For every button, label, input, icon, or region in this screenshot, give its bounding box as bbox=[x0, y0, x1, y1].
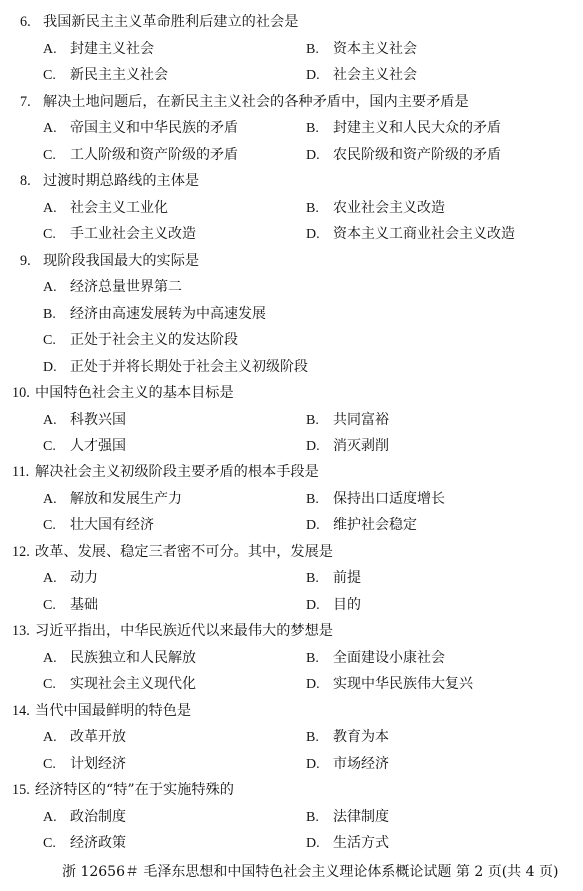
option-letter: D. bbox=[43, 360, 57, 375]
option-d bbox=[306, 143, 501, 167]
option-text: 实现中华民族伟大复兴 bbox=[333, 676, 473, 692]
option-c bbox=[43, 513, 154, 537]
question-stem bbox=[12, 540, 333, 564]
question-number: 6. bbox=[20, 14, 31, 30]
option-b bbox=[306, 805, 389, 829]
option-letter: D. bbox=[306, 677, 320, 692]
option-text: 工人阶级和资产阶级的矛盾 bbox=[70, 147, 238, 163]
option-c bbox=[43, 222, 196, 246]
option-text: 经济总量世界第二 bbox=[70, 279, 182, 295]
option-letter: C. bbox=[43, 757, 56, 772]
option-letter: D. bbox=[306, 757, 320, 772]
option-letter: C. bbox=[43, 677, 56, 692]
question-text: 过渡时期总路线的主体是 bbox=[43, 173, 200, 189]
option-text: 封建主义社会 bbox=[70, 41, 154, 57]
option-d bbox=[306, 513, 417, 537]
question-number: 8. bbox=[20, 173, 31, 189]
option-text: 实现社会主义现代化 bbox=[70, 676, 196, 692]
option-b bbox=[306, 646, 445, 670]
option-text: 共同富裕 bbox=[333, 412, 389, 428]
option-d bbox=[306, 752, 389, 776]
question-stem bbox=[12, 460, 319, 484]
option-c bbox=[43, 328, 238, 352]
option-letter: C. bbox=[43, 439, 56, 454]
option-b bbox=[306, 116, 501, 140]
option-text: 封建主义和人民大众的矛盾 bbox=[333, 120, 501, 136]
option-letter: C. bbox=[43, 598, 56, 613]
option-letter: D. bbox=[306, 68, 320, 83]
option-letter: B. bbox=[306, 571, 319, 586]
option-a bbox=[43, 408, 126, 432]
option-a bbox=[43, 646, 196, 670]
option-letter: D. bbox=[306, 227, 320, 242]
option-letter: A. bbox=[43, 651, 57, 666]
option-c bbox=[43, 672, 196, 696]
option-text: 经济由高速发展转为中高速发展 bbox=[70, 306, 266, 322]
option-text: 全面建设小康社会 bbox=[333, 650, 445, 666]
option-text: 前提 bbox=[333, 570, 361, 586]
option-b bbox=[306, 725, 389, 749]
option-letter: A. bbox=[43, 571, 57, 586]
option-b bbox=[43, 302, 266, 326]
option-letter: D. bbox=[306, 518, 320, 533]
option-letter: A. bbox=[43, 413, 57, 428]
option-letter: C. bbox=[43, 518, 56, 533]
option-a bbox=[43, 196, 168, 220]
question-text: 经济特区的“特”在于实施特殊的 bbox=[35, 782, 234, 798]
option-letter: B. bbox=[306, 492, 319, 507]
question-number: 13. bbox=[12, 623, 30, 639]
option-text: 计划经济 bbox=[70, 756, 126, 772]
question-stem bbox=[12, 699, 191, 723]
option-letter: D. bbox=[306, 836, 320, 851]
option-text: 经济政策 bbox=[70, 835, 126, 851]
option-text: 壮大国有经济 bbox=[70, 517, 154, 533]
question-number: 9. bbox=[20, 253, 31, 269]
question-stem bbox=[20, 90, 469, 114]
option-d bbox=[306, 831, 389, 855]
option-text: 保持出口适度增长 bbox=[333, 491, 445, 507]
option-a bbox=[43, 275, 182, 299]
option-letter: B. bbox=[306, 413, 319, 428]
option-letter: B. bbox=[306, 121, 319, 136]
option-letter: B. bbox=[306, 810, 319, 825]
option-c bbox=[43, 63, 168, 87]
option-c bbox=[43, 752, 126, 776]
question-text: 当代中国最鲜明的特色是 bbox=[35, 703, 192, 719]
option-b bbox=[306, 37, 417, 61]
option-text: 政治制度 bbox=[70, 809, 126, 825]
option-letter: A. bbox=[43, 730, 57, 745]
option-c bbox=[43, 434, 126, 458]
option-text: 人才强国 bbox=[70, 438, 126, 454]
option-letter: A. bbox=[43, 810, 57, 825]
option-text: 社会主义社会 bbox=[333, 67, 417, 83]
question-text: 解决社会主义初级阶段主要矛盾的根本手段是 bbox=[35, 464, 319, 480]
question-stem bbox=[12, 619, 333, 643]
option-letter: B. bbox=[43, 307, 56, 322]
option-text: 改革开放 bbox=[70, 729, 126, 745]
option-letter: A. bbox=[43, 121, 57, 136]
question-text: 解决土地问题后，在新民主主义社会的各种矛盾中，国内主要矛盾是 bbox=[43, 94, 469, 110]
option-text: 农民阶级和资产阶级的矛盾 bbox=[333, 147, 501, 163]
question-number: 11. bbox=[12, 464, 30, 480]
option-d bbox=[306, 222, 515, 246]
option-text: 帝国主义和中华民族的矛盾 bbox=[70, 120, 238, 136]
option-letter: B. bbox=[306, 42, 319, 57]
option-text: 基础 bbox=[70, 597, 98, 613]
option-text: 科教兴国 bbox=[70, 412, 126, 428]
option-a bbox=[43, 725, 126, 749]
option-letter: C. bbox=[43, 836, 56, 851]
option-text: 民族独立和人民解放 bbox=[70, 650, 196, 666]
option-letter: A. bbox=[43, 42, 57, 57]
option-letter: D. bbox=[306, 598, 320, 613]
option-letter: A. bbox=[43, 492, 57, 507]
question-text: 中国特色社会主义的基本目标是 bbox=[35, 385, 234, 401]
question-number: 10. bbox=[12, 385, 30, 401]
option-text: 动力 bbox=[70, 570, 98, 586]
option-letter: C. bbox=[43, 68, 56, 83]
option-text: 正处于并将长期处于社会主义初级阶段 bbox=[70, 359, 308, 375]
option-c bbox=[43, 143, 238, 167]
option-d bbox=[43, 355, 308, 379]
option-text: 解放和发展生产力 bbox=[70, 491, 182, 507]
option-text: 社会主义工业化 bbox=[70, 200, 168, 216]
option-letter: B. bbox=[306, 201, 319, 216]
option-b bbox=[306, 196, 445, 220]
option-d bbox=[306, 63, 417, 87]
option-b bbox=[306, 566, 361, 590]
question-text: 我国新民主主义革命胜利后建立的社会是 bbox=[43, 14, 299, 30]
option-letter: B. bbox=[306, 651, 319, 666]
option-text: 资本主义社会 bbox=[333, 41, 417, 57]
question-stem bbox=[12, 778, 234, 802]
option-d bbox=[306, 672, 473, 696]
option-letter: D. bbox=[306, 439, 320, 454]
option-c bbox=[43, 831, 126, 855]
option-a bbox=[43, 805, 126, 829]
option-text: 市场经济 bbox=[333, 756, 389, 772]
option-letter: A. bbox=[43, 280, 57, 295]
question-text: 现阶段我国最大的实际是 bbox=[43, 253, 200, 269]
option-b bbox=[306, 487, 445, 511]
question-stem bbox=[20, 249, 199, 273]
option-text: 手工业社会主义改造 bbox=[70, 226, 196, 242]
option-a bbox=[43, 37, 154, 61]
option-d bbox=[306, 434, 389, 458]
question-text: 改革、发展、稳定三者密不可分。其中，发展是 bbox=[35, 544, 333, 560]
option-letter: C. bbox=[43, 333, 56, 348]
option-text: 新民主主义社会 bbox=[70, 67, 168, 83]
option-letter: A. bbox=[43, 201, 57, 216]
option-a bbox=[43, 487, 182, 511]
question-stem bbox=[20, 10, 298, 34]
option-text: 生活方式 bbox=[333, 835, 389, 851]
option-text: 教育为本 bbox=[333, 729, 389, 745]
option-text: 正处于社会主义的发达阶段 bbox=[70, 332, 238, 348]
option-letter: C. bbox=[43, 148, 56, 163]
option-b bbox=[306, 408, 389, 432]
option-text: 法律制度 bbox=[333, 809, 389, 825]
option-text: 维护社会稳定 bbox=[333, 517, 417, 533]
question-stem bbox=[12, 381, 234, 405]
question-text: 习近平指出，中华民族近代以来最伟大的梦想是 bbox=[35, 623, 333, 639]
question-number: 14. bbox=[12, 703, 30, 719]
option-text: 消灭剥削 bbox=[333, 438, 389, 454]
option-a bbox=[43, 116, 238, 140]
option-letter: B. bbox=[306, 730, 319, 745]
option-text: 资本主义工商业社会主义改造 bbox=[333, 226, 515, 242]
option-letter: D. bbox=[306, 148, 320, 163]
option-a bbox=[43, 566, 98, 590]
option-d bbox=[306, 593, 361, 617]
page-footer: 浙 12656＃ 毛泽东思想和中国特色社会主义理论体系概论试题 第 2 页(共 4 页) bbox=[62, 864, 559, 880]
question-number: 12. bbox=[12, 544, 30, 560]
question-number: 15. bbox=[12, 782, 30, 798]
question-number: 7. bbox=[20, 94, 31, 110]
option-text: 目的 bbox=[333, 597, 361, 613]
option-text: 农业社会主义改造 bbox=[333, 200, 445, 216]
question-stem bbox=[20, 169, 199, 193]
option-c bbox=[43, 593, 98, 617]
option-letter: C. bbox=[43, 227, 56, 242]
